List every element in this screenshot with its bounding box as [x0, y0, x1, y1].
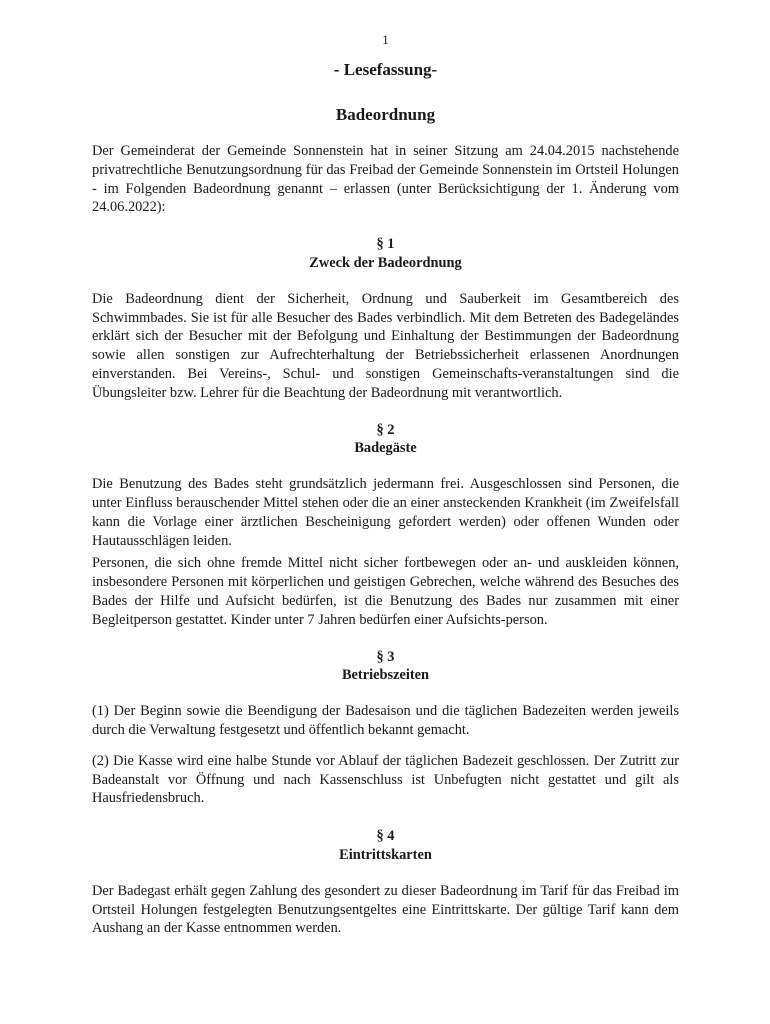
section-heading-1: [92, 235, 679, 273]
section-paragraph: Personen, die sich ohne fremde Mittel nicht sicher fortbewegen oder an- und auskleiden können, insbesondere Personen mit körperlichen und geistigen Gebrechen, welche während des Besuches des Bades der Hilfe und Aufsicht bedürfen, ist die Benutzung des Bades nur zusammen mit einer Begleitperson gestattet. Kinder unter 7 Jahren bedürfen einer Aufsichts-person.: [92, 555, 679, 628]
intro-paragraph: Der Gemeinderat der Gemeinde Sonnenstein hat in seiner Sitzung am 24.04.2015 nachstehende privatrechtliche Benutzungsordnung für das Freibad der Gemeinde Sonnenstein im Ortsteil Holungen - im Folgenden Badeordnung genannt – erlassen (unter Berücksichtigung der 1. Änderung vom 24.06.2022):: [92, 143, 679, 216]
section-paragraph: Die Benutzung des Bades steht grundsätzlich jedermann frei. Ausgeschlossen sind Personen, die unter Einfluss berauschender Mittel stehen oder die an einer ansteckenden Krankheit (im Zweifelsfall kann die Vorlage einer ärztlichen Bescheinigung gefordert werden) oder offenen Wunden oder Hautausschlägen leiden.: [92, 476, 679, 549]
section-title: Eintrittskarten: [339, 846, 432, 863]
section-title: Badegäste: [354, 440, 417, 457]
section-paragraph: Die Badeordnung dient der Sicherheit, Ordnung und Sauberkeit im Gesamtbereich des Schwimmbades. Sie ist für alle Besucher des Bades verbindlich. Mit dem Betreten des Badegeländes erklärt sich der Besucher mit der Befolgung und Einhaltung der Bestimmungen der Badeordnung sowie allen sonstigen zur Aufrechterhaltung der Betriebssicherheit erlassenen Anordnungen einverstanden. Bei Vereins-, Schul- und sonstigen Gemeinschafts-veranstaltungen sind die Übungsleiter bzw. Lehrer für die Beachtung der Badeordnung mit verantwortlich.: [92, 290, 679, 401]
section-number: § 2: [376, 421, 395, 438]
section-heading-2: [92, 421, 679, 459]
document-title: - Lesefassung-: [333, 60, 438, 79]
page-number: 1: [382, 32, 389, 47]
section-heading-3: [92, 648, 679, 686]
section-paragraph: (2) Die Kasse wird eine halbe Stunde vor Ablauf der täglichen Badezeit geschlossen. Der Zutritt zur Badeanstalt vor Öffnung und nach Kassenschluss ist Unbefugten nicht gestattet und gilt als Hausfriedensbruch.: [92, 752, 679, 807]
section-heading-4: [92, 827, 679, 865]
section-number: § 3: [376, 648, 395, 665]
section-paragraph: Der Badegast erhält gegen Zahlung des gesondert zu dieser Badeordnung im Tarif für das Freibad im Ortsteil Holungen festgelegten Benutzungsentgeltes eine Eintrittskarte. Der gültige Tarif kann dem Aushang an der Kasse entnommen werden.: [92, 882, 679, 937]
section-title: Betriebszeiten: [341, 667, 430, 684]
section-number: § 1: [376, 236, 395, 253]
document-subtitle: Badeordnung: [335, 105, 436, 124]
section-paragraph: (1) Der Beginn sowie die Beendigung der Badesaison und die täglichen Badezeiten werden jeweils durch die Verwaltung festgesetzt und öffentlich bekannt gemacht.: [92, 703, 679, 738]
document-page: [92, 32, 679, 942]
section-title: Zweck der Badeordnung: [309, 254, 462, 271]
section-number: § 4: [376, 828, 395, 845]
